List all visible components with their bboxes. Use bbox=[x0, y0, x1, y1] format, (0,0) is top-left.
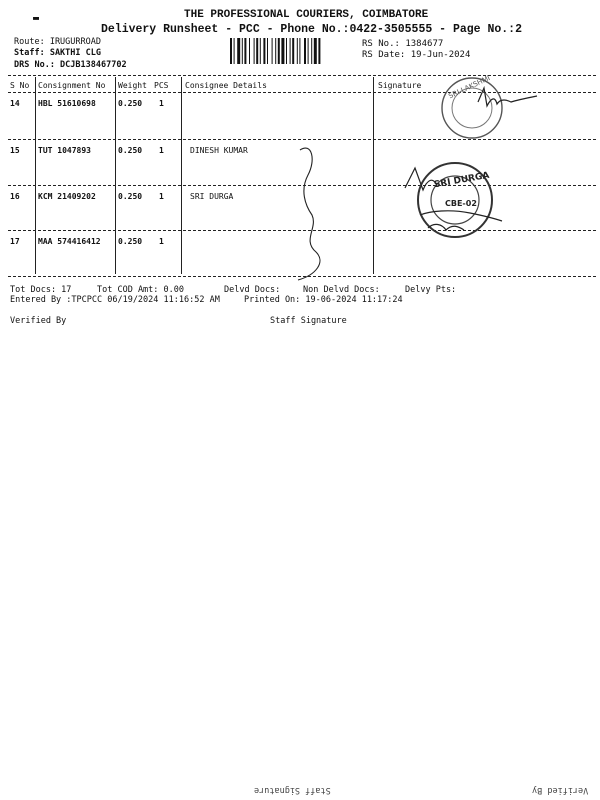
row-17-sno: 17 bbox=[10, 237, 20, 246]
row-16-sno: 16 bbox=[10, 192, 20, 201]
verified-by-label: Verified By bbox=[10, 316, 67, 326]
delivery-points: Delvy Pts: bbox=[405, 285, 457, 295]
runsheet-subtitle: Delivery Runsheet - PCC - Phone No.:0422-3505555 - Page No.:2 bbox=[101, 23, 522, 36]
delivered-docs: Delvd Docs: bbox=[224, 285, 281, 295]
row-16-consignee: SRI DURGA bbox=[190, 192, 234, 201]
staff-signature-label: Staff Signature bbox=[270, 316, 347, 326]
pen-squiggle bbox=[298, 148, 320, 280]
row-15-pcs: 1 bbox=[159, 146, 164, 155]
entered-by: Entered By :TPCPCC 06/19/2024 11:16:52 AM bbox=[10, 295, 220, 305]
stamp1-text: SRI LAKSHMI bbox=[447, 74, 492, 101]
column-header-weight: Weight bbox=[118, 81, 147, 90]
rs-number: RS No.: 1384677 bbox=[362, 39, 444, 49]
row-17-weight: 0.250 bbox=[118, 237, 143, 246]
column-header-consignment: Consignment No bbox=[38, 81, 106, 90]
row-15-sno: 15 bbox=[10, 146, 20, 155]
row-17-pcs: 1 bbox=[159, 237, 164, 246]
total-cod-amount: Tot COD Amt: 0.00 bbox=[97, 285, 184, 295]
column-header-pcs: PCS bbox=[154, 81, 169, 90]
non-delivered-docs: Non Delvd Docs: bbox=[303, 285, 380, 295]
company-title: THE PROFESSIONAL COURIERS, COIMBATORE bbox=[184, 9, 429, 21]
mirrored-verified-by: Verified By bbox=[532, 785, 589, 795]
row-16-pcs: 1 bbox=[159, 192, 164, 201]
row-14-sno: 14 bbox=[10, 99, 20, 108]
staff-label: Staff: SAKTHI CLG bbox=[14, 48, 101, 58]
stamp2-sub: CBE-02 bbox=[445, 199, 477, 208]
row-14-weight: 0.250 bbox=[118, 99, 143, 108]
column-header-consignee: Consignee Details bbox=[185, 81, 267, 90]
column-header-sno: S No bbox=[10, 81, 30, 90]
route-label: Route: IRUGURROAD bbox=[14, 37, 101, 47]
row-14-pcs: 1 bbox=[159, 99, 164, 108]
row-14-consignment: HBL 51610698 bbox=[38, 99, 96, 108]
row-15-consignment: TUT 1047893 bbox=[38, 146, 91, 155]
stamp-sri-lakshmi bbox=[442, 74, 502, 138]
stamp2-text: SRI DURGA bbox=[433, 170, 491, 191]
row-16-consignment: KCM 21409202 bbox=[38, 192, 96, 201]
mirrored-staff-signature: Staff Signature bbox=[254, 785, 331, 795]
row-15-weight: 0.250 bbox=[118, 146, 143, 155]
row-17-consignment: MAA 574416412 bbox=[38, 237, 101, 246]
signature-scribble-14 bbox=[478, 88, 537, 106]
row-16-weight: 0.250 bbox=[118, 192, 143, 201]
drs-number: DRS No.: DCJB138467702 bbox=[14, 60, 127, 70]
row-15-consignee: DINESH KUMAR bbox=[190, 146, 248, 155]
rs-date: RS Date: 19-Jun-2024 bbox=[362, 50, 471, 60]
total-docs: Tot Docs: 17 bbox=[10, 285, 72, 295]
corner-mark: ▬ bbox=[33, 13, 40, 24]
signature-marks bbox=[0, 0, 600, 300]
printed-on: Printed On: 19-06-2024 11:17:24 bbox=[244, 295, 403, 305]
column-header-signature: Signature bbox=[378, 81, 422, 90]
